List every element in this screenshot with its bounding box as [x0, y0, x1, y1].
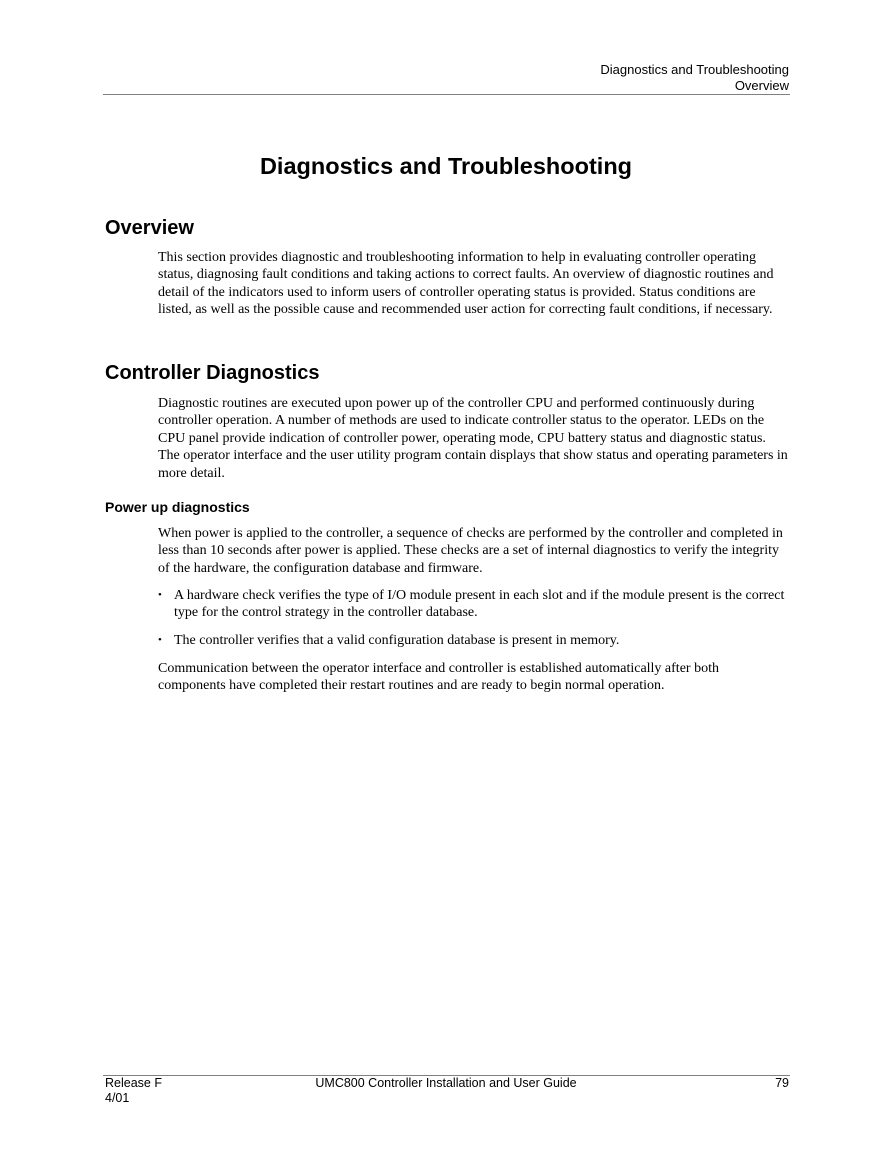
bullet-marker: •: [158, 589, 162, 601]
overview-heading: Overview: [105, 217, 194, 239]
running-header-chapter: Diagnostics and Troubleshooting: [600, 62, 789, 77]
list-item: [158, 632, 790, 649]
page-title: Diagnostics and Troubleshooting: [259, 153, 633, 179]
running-header: [103, 62, 789, 93]
list-item-text: The controller verifies that a valid configuration database is present in memory.: [174, 633, 620, 648]
power-up-intro-paragraph: When power is applied to the controller, a sequence of checks are performed by the controller and completed in less than 10 seconds after power is applied. These checks are a set of internal diagnostics to verify the integrity of the hardware, the configuration database and firmware.: [158, 526, 783, 576]
footer-page-number: 79: [775, 1076, 789, 1090]
list-item: [158, 587, 790, 622]
controller-diagnostics-paragraph: Diagnostic routines are executed upon power up of the controller CPU and performed continuously during controller operation. A number of methods are used to indicate controller status to the operator. LEDs on the CPU panel provide indication of controller power, operating mode, CPU battery status and diagnostic status. The operator interface and the user utility program contain displays that show status and operating parameters in more detail.: [158, 396, 788, 481]
footer-guide-title: UMC800 Controller Installation and User Guide: [315, 1076, 577, 1090]
power-up-closing-paragraph: Communication between the operator interface and controller is established automatically after both components have completed their restart routines and are ready to begin normal operation.: [158, 661, 719, 694]
footer-release: Release F: [105, 1076, 162, 1090]
power-up-diagnostics-heading: Power up diagnostics: [105, 499, 250, 515]
footer-date: 4/01: [105, 1090, 130, 1105]
bullet-marker: •: [158, 634, 162, 646]
controller-diagnostics-heading: Controller Diagnostics: [105, 362, 320, 384]
list-item-text: A hardware check verifies the type of I/O module present in each slot and if the module present is the correct type for the control strategy in the controller database.: [174, 588, 785, 621]
overview-paragraph: This section provides diagnostic and troubleshooting information to help in evaluating controller operating status, diagnosing fault conditions and taking actions to correct faults. An overview of diagnostic routines and detail of the indicators used to inform users of controller operating status is provided. Status conditions are listed, as well as the possible cause and recommended user action for correcting fault conditions, if necessary.: [158, 250, 774, 318]
header-divider: [103, 94, 790, 95]
running-header-section: Overview: [734, 77, 789, 93]
